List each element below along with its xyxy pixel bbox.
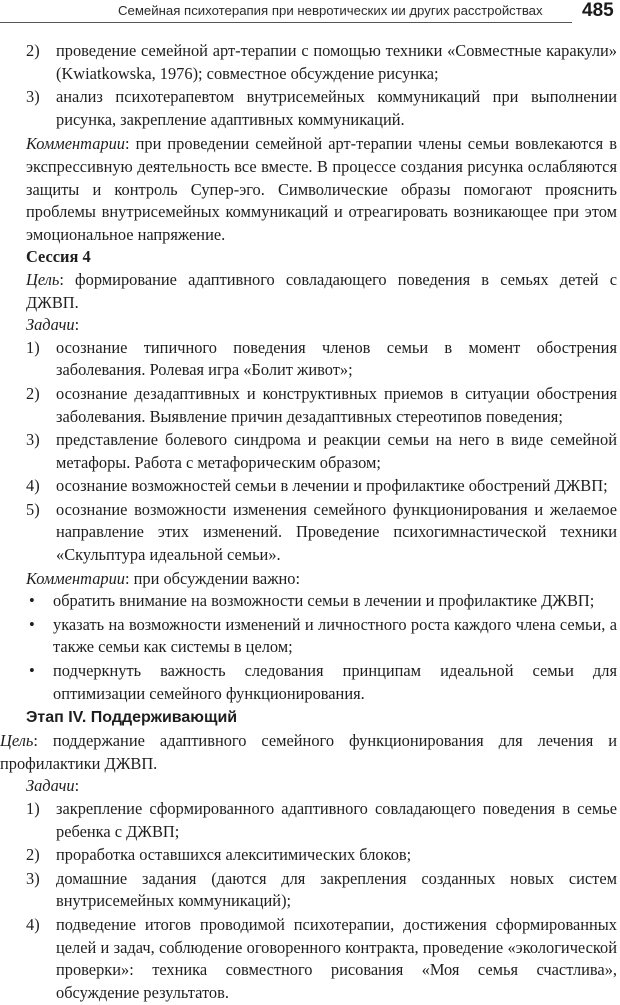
tasks-colon: : bbox=[74, 315, 80, 335]
goal-label: Цель bbox=[0, 731, 34, 751]
header-rule bbox=[0, 22, 572, 23]
list-item-text: осознание возможности изменения семейного функционирования и желаемое направление этих изменений. Проведение психогимнастической техники «Скульптура идеальной семьи». bbox=[56, 499, 617, 565]
list-item bbox=[26, 868, 617, 913]
goal-paragraph bbox=[0, 730, 617, 775]
stage-tasks-list bbox=[26, 798, 617, 1004]
page-body bbox=[0, 40, 617, 1005]
list-item bbox=[26, 383, 617, 428]
tasks-heading bbox=[26, 775, 617, 798]
list-item-text: подведение итогов проводимой психотерапии, достижения сформированных целей и задач, соблюдение оговоренного контракта, проведение «экологической проверки»: техника совместного рисования «Моя семья счастлива», обсуждение результатов. bbox=[56, 914, 617, 1002]
top-list bbox=[26, 40, 617, 131]
goal-text: : поддержание адаптивного семейного функционирования для лечения и профилактики ДЖВП. bbox=[0, 731, 617, 773]
list-marker: 3) bbox=[26, 87, 40, 107]
comment-label: Комментарии bbox=[26, 568, 125, 588]
list-item-text: обратить внимание на возможности семьи в лечении и профилактике ДЖВП; bbox=[53, 591, 595, 611]
list-marker: 1) bbox=[26, 799, 40, 818]
list-item-text: осознание возможностей семьи в лечении и профилактике обострений ДЖВП; bbox=[56, 476, 608, 496]
goal-text: : формирование адаптивного совладающего поведения в семьях детей с ДЖВП. bbox=[26, 269, 617, 312]
list-item bbox=[26, 844, 617, 867]
list-marker: 5) bbox=[26, 499, 40, 519]
list-item bbox=[26, 614, 617, 659]
list-item bbox=[26, 337, 617, 382]
list-item-text: подчеркнуть важность следования принципам идеальной семьи для оптимизации семейного функционирования. bbox=[53, 661, 617, 703]
list-item bbox=[26, 499, 617, 567]
list-item-text: представление болевого синдрома и реакции семьи на него в виде семейной метафоры. Работа с метафорическим образом; bbox=[56, 430, 617, 472]
list-item bbox=[26, 86, 617, 131]
running-header-title: Семейная психотерапия при невротических ии других расстройствах bbox=[118, 3, 543, 18]
tasks-label: Задачи bbox=[26, 776, 75, 796]
list-item bbox=[26, 798, 617, 843]
session-tasks-list bbox=[26, 337, 617, 567]
bullet-marker: • bbox=[29, 661, 35, 681]
running-header bbox=[0, 0, 620, 24]
list-marker: 1) bbox=[26, 337, 40, 357]
comment-paragraph bbox=[26, 568, 617, 591]
session-heading: Сессия 4 bbox=[26, 247, 91, 267]
comment-bullet-list bbox=[26, 590, 617, 705]
list-marker: 2) bbox=[26, 845, 40, 865]
list-item bbox=[26, 590, 617, 613]
list-marker: 3) bbox=[26, 868, 40, 888]
list-item-text: проработка оставшихся алекситимических блоков; bbox=[56, 845, 412, 865]
goal-paragraph bbox=[26, 269, 617, 314]
tasks-colon: : bbox=[74, 776, 80, 796]
list-marker: 4) bbox=[26, 914, 40, 934]
list-item-text: проведение семейной арт-терапии с помощью техники «Совместные каракули» (Kwiatkowska, 1976); совместное обсуждение рисунка; bbox=[56, 41, 617, 83]
list-item-text: домашние задания (даются для закрепления созданных новых систем внутрисемейных коммуникаций); bbox=[56, 868, 617, 911]
stage-heading: Этап IV. Поддерживающий bbox=[26, 709, 238, 727]
list-item bbox=[26, 660, 617, 705]
goal-label: Цель bbox=[26, 269, 60, 289]
tasks-label: Задачи bbox=[26, 315, 75, 335]
list-item bbox=[26, 40, 617, 85]
list-marker: 4) bbox=[26, 476, 40, 496]
list-item bbox=[26, 475, 617, 498]
list-marker: 3) bbox=[26, 430, 40, 450]
list-item-text: осознание дезадаптивных и конструктивных приемов в ситуации обострения заболевания. Выявление причин дезадаптивных стереотипов поведения; bbox=[56, 383, 617, 426]
list-item bbox=[26, 429, 617, 474]
bullet-marker: • bbox=[29, 591, 35, 611]
page-number: 485 bbox=[582, 0, 614, 21]
comment-text: : при проведении семейной арт-терапии члены семьи вовлекаются в экспрессивную деятельность все вместе. В процессе создания рисунка ослабляются защиты и контроль Супер-эго. Символические образы помогают прояснить проблемы внутрисемейных коммуникаций и отреагировать возникающее при этом эмоциональное напряжение. bbox=[26, 134, 617, 244]
bullet-marker: • bbox=[29, 614, 35, 634]
tasks-heading bbox=[26, 314, 617, 337]
list-item-text: указать на возможности изменений и личностного роста каждого члена семьи, а также семьи как системы в целом; bbox=[53, 614, 617, 657]
list-marker: 2) bbox=[26, 41, 40, 60]
list-item-text: анализ психотерапевтом внутрисемейных коммуникаций при выполнении рисунка, закрепление адаптивных коммуникаций. bbox=[56, 87, 617, 129]
comment-text: : при обсуждении важно: bbox=[124, 568, 301, 588]
list-item-text: закрепление сформированного адаптивного совладающего поведения в семье ребенка с ДЖВП; bbox=[56, 799, 617, 841]
comment-paragraph bbox=[26, 133, 617, 246]
list-item-text: осознание типичного поведения членов семьи в момент обострения заболевания. Ролевая игра «Болит живот»; bbox=[56, 337, 617, 380]
comment-label: Комментарии bbox=[26, 134, 125, 154]
list-item bbox=[26, 914, 617, 1004]
list-marker: 2) bbox=[26, 383, 40, 403]
